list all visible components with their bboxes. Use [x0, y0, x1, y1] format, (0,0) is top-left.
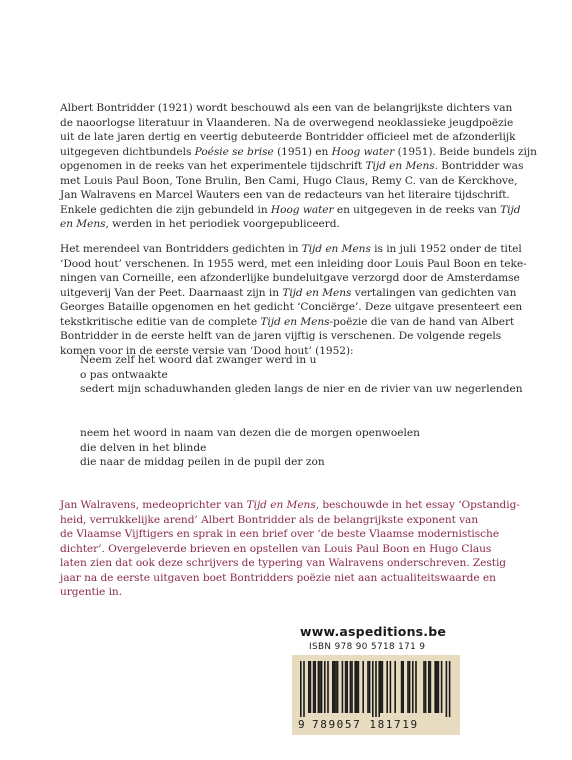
barcode-bars	[300, 661, 452, 717]
text-line: Jan Walravens en Marcel Wauters een van de redacteurs van het literaire tijdschrift.	[60, 189, 510, 201]
text-line: opgenomen in de reeks van het experimentele tijdschrift Tijd en Mens. Bontridder was	[60, 160, 524, 172]
barcode-bar	[441, 661, 443, 713]
barcode-bar	[303, 661, 305, 717]
barcode-bar	[430, 661, 432, 713]
text-line: de Vlaamse Vijftigers en sprak in een brief over ‘de beste Vlaamse modernistische	[60, 528, 500, 540]
barcode-bar	[345, 661, 347, 713]
text-line: Enkele gedichten die zijn gebundeld in Hoog water en uitgegeven in de reeks van Tijd	[60, 203, 521, 216]
text-line: Jan Walravens, medeoprichter van Tijd en Mens, beschouwde in het essay ‘Opstandig-	[60, 499, 520, 511]
barcode-bar	[446, 661, 448, 717]
paragraph-introduction	[60, 101, 537, 232]
barcode-bar	[356, 661, 358, 713]
barcode-left-digits: 789057	[312, 718, 362, 731]
text-line: Georges Bataille opgenomen en het gedicht ‘Conciërge’. Deze uitgave presenteert een	[60, 301, 523, 313]
text-line: uitgeverij Van der Peet. Daarnaast zijn in Tijd en Mens vertalingen van gedichten van	[60, 286, 517, 299]
barcode-bar	[313, 661, 315, 713]
poem-stanza-1	[80, 353, 523, 397]
barcode-bar	[351, 661, 353, 713]
barcode-bar	[423, 661, 425, 713]
barcode-bar	[390, 661, 392, 713]
text-line: laten zien dat ook deze schrijvers de typering van Walravens onderschreven. Zestig	[60, 557, 507, 569]
barcode-bar	[300, 661, 302, 717]
poem-line: neem het woord in naam van dezen die de morgen openwoelen	[80, 427, 420, 439]
barcode-bar	[394, 661, 396, 713]
barcode-bar	[380, 661, 382, 713]
poem-line: die delven in het blinde	[80, 441, 207, 454]
poem-stanza-2	[80, 426, 420, 470]
paragraph-dood-hout	[60, 242, 527, 358]
barcode-bar	[402, 661, 404, 713]
text-line: heid, verrukkelijke arend’ Albert Bontridder als de belangrijkste exponent van	[60, 513, 479, 526]
barcode-bar	[386, 661, 388, 713]
text-line: Bontridder in de eerste helft van de jaren vijftig is verschenen. De volgende regels	[60, 330, 502, 342]
text-line: uit de late jaren dertig en veertig debuteerde Bontridder officieel met de afzonderlijk	[60, 131, 516, 143]
text-line: tekstkritische editie van de complete Tijd en Mens-poëzie die van de hand van Albert	[60, 315, 515, 328]
barcode-bar	[350, 661, 352, 713]
text-line: Het merendeel van Bontridders gedichten in Tijd en Mens is in juli 1952 onder de titel	[60, 243, 522, 255]
text-line: urgentie in.	[60, 586, 123, 598]
barcode-bar	[449, 661, 451, 717]
text-line: en Mens, werden in het periodiek voorgepubliceerd.	[60, 218, 340, 230]
barcode-bar	[428, 661, 430, 713]
text-line: komen voor in de eerste versie van ‘Dood hout’ (1952):	[60, 344, 354, 357]
barcode-bar	[436, 661, 438, 713]
poem-line: die naar de middag peilen in de pupil der zon	[80, 456, 325, 468]
poem-line: o pas ontwaakte	[80, 368, 168, 381]
barcode-bar	[382, 661, 384, 713]
italic-title: Hoog water	[270, 203, 334, 216]
italic-title: Tijd	[500, 203, 521, 216]
text-line: jaar na de eerste uitgaven boet Bontridders poëzie niet aan actualiteitswaarde en	[60, 571, 496, 584]
barcode-bar	[335, 661, 337, 713]
italic-title: Tijd en Mens	[246, 499, 316, 511]
barcode-bar	[354, 661, 356, 713]
text-line: dichter’. Overgeleverde brieven en opstellen van Louis Paul Boon en Hugo Claus	[60, 542, 492, 555]
barcode-first-digit: 9	[298, 718, 305, 731]
barcode-bar	[369, 661, 371, 713]
barcode-bar	[342, 661, 344, 713]
text-line: Albert Bontridder (1921) wordt beschouwd als een van de belangrijkste dichters van	[60, 102, 513, 114]
italic-title: Tijd en Mens	[260, 315, 330, 328]
barcode-bar	[378, 661, 380, 717]
barcode-bar	[324, 661, 326, 713]
poem-line: sedert mijn schaduwhanden gleden langs de nier en de rivier van uw negerlenden	[80, 383, 523, 395]
poem-line: Neem zelf het woord dat zwanger werd in u	[80, 354, 317, 366]
barcode-bar	[358, 661, 360, 713]
barcode-bar	[334, 661, 336, 713]
italic-title: Hoog water	[331, 145, 395, 158]
isbn-label: ISBN 978 90 5718 171 9	[309, 642, 426, 652]
barcode	[292, 655, 460, 735]
barcode-bar	[314, 661, 316, 713]
barcode-bar	[337, 661, 339, 713]
text-line: met Louis Paul Boon, Tone Brulin, Ben Cami, Hugo Claus, Remy C. van de Kerckhove,	[60, 174, 518, 187]
italic-title: en Mens	[60, 218, 106, 230]
barcode-bar	[409, 661, 411, 713]
barcode-bar	[321, 661, 323, 713]
paragraph-walravens	[60, 498, 520, 600]
barcode-bar	[367, 661, 369, 713]
barcode-bar	[346, 661, 348, 713]
text-line: ‘Dood hout’ verschenen. In 1955 werd, met een inleiding door Louis Paul Boon en teke-	[60, 257, 527, 270]
italic-title: Poésie se brise	[194, 145, 274, 158]
text-line: ningen van Corneille, een afzonderlijke bundeluitgave verzorgd door de Amsterdamse	[60, 272, 520, 284]
barcode-bar	[362, 661, 364, 713]
barcode-bar	[308, 661, 310, 713]
barcode-right-digits: 181719	[369, 718, 419, 731]
barcode-bar	[332, 661, 334, 713]
barcode-bar	[372, 661, 374, 717]
barcode-bar	[319, 661, 321, 713]
barcode-bar	[407, 661, 409, 713]
barcode-bar	[401, 661, 403, 713]
italic-title: Tijd en Mens	[282, 286, 352, 299]
barcode-bar	[318, 661, 320, 713]
barcode-bar	[434, 661, 436, 713]
barcode-bar	[310, 661, 312, 713]
text-line: de naoorlogse literatuur in Vlaanderen. Na de overwegend neoklassieke jeugdpoëzie	[60, 116, 514, 129]
barcode-bar	[327, 661, 329, 713]
italic-title: Tijd en Mens	[301, 243, 371, 255]
barcode-bar	[412, 661, 414, 713]
publisher-website: www.aspeditions.be	[300, 624, 447, 639]
barcode-digits	[298, 718, 454, 731]
italic-title: Tijd en Mens	[365, 160, 435, 172]
barcode-bar	[375, 661, 377, 717]
text-line: uitgegeven dichtbundels Poésie se brise (1951) en Hoog water (1951). Beide bundels zijn	[60, 145, 537, 158]
barcode-bar	[425, 661, 427, 713]
barcode-bar	[415, 661, 417, 713]
barcode-bar	[438, 661, 440, 713]
